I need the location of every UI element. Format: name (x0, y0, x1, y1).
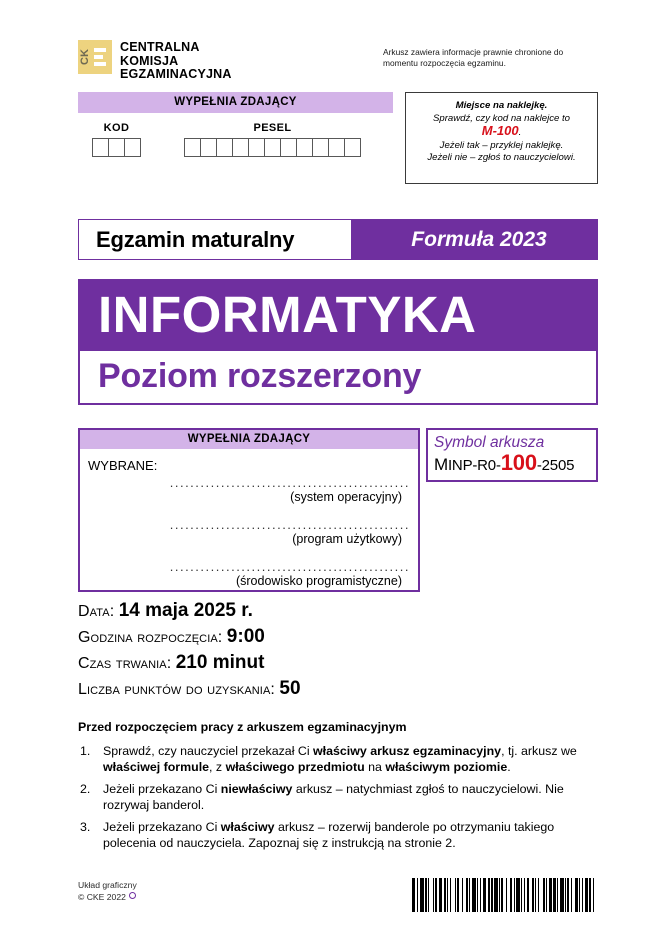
os-dotted-line[interactable]: ............................................... (169, 477, 410, 489)
input-cell[interactable] (92, 138, 109, 157)
page-footer (78, 880, 598, 920)
exam-duration-row (78, 650, 598, 676)
candidate-id-section (78, 92, 598, 184)
sticker-line-2: Sprawdź, czy kod na naklejce to (432, 112, 571, 124)
instruction-number: 1. (80, 743, 91, 758)
exam-title-bar (78, 219, 598, 260)
exam-start-row (78, 624, 598, 650)
exam-duration-value: 210 minut (175, 652, 265, 673)
ide-caption: (środowisko programistyczne) (235, 574, 402, 588)
exam-points-label: Liczba punktów do uzyskania: (78, 681, 275, 698)
sticker-line-1: Miejsce na naklejkę. (455, 100, 548, 111)
instruction-text: Sprawdź, czy nauczyciel przekazał Ci właściwy arkusz egzaminacyjny, tj. arkusz we właściwej formule, z właściwego przedmiotu na właściwym poziomie. (103, 743, 577, 774)
input-cell[interactable] (108, 138, 125, 157)
instructions-section (78, 719, 598, 857)
chosen-software-section (78, 428, 598, 592)
exam-start-value: 9:00 (226, 626, 265, 647)
symbol-caption: Symbol arkusza (434, 434, 545, 451)
exam-points-row (78, 676, 598, 702)
symbol-box (426, 428, 598, 482)
page-header (78, 38, 598, 84)
instruction-number: 3. (80, 819, 91, 834)
subject-block (78, 279, 598, 405)
chosen-box (78, 428, 420, 592)
sticker-code: M-100 (481, 123, 519, 139)
instruction-text: Jeżeli przekazano Ci właściwy arkusz – rozerwij banderole po otrzymaniu takiego polecenia od nauczyciela. Zapoznaj się z instrukcją na stronie 2. (103, 819, 555, 850)
instructions-heading: Przed rozpoczęciem pracy z arkuszem egzaminacyjnym (78, 720, 407, 734)
input-cell[interactable] (328, 138, 345, 157)
symbol-code-number: 100 (500, 450, 537, 475)
input-cell[interactable] (200, 138, 217, 157)
sticker-area (405, 92, 598, 184)
input-cell[interactable] (216, 138, 233, 157)
pesel-field-group (184, 122, 361, 157)
barcode (412, 878, 598, 912)
pesel-input[interactable] (184, 138, 361, 157)
credit-line-2: © CKE 2022 (78, 891, 126, 902)
barcode-bar (594, 878, 597, 912)
exam-type-label: Egzamin maturalny (78, 219, 352, 260)
exam-date-row (78, 598, 598, 624)
circle-icon (129, 892, 136, 899)
input-cell[interactable] (280, 138, 297, 157)
logo-line-3: EGZAMINACYJNA (120, 67, 232, 81)
input-cell[interactable] (232, 138, 249, 157)
pesel-label: PESEL (253, 122, 292, 134)
sticker-line-5: Jeżeli nie – zgłoś to nauczycielowi. (427, 152, 576, 164)
ide-dotted-line[interactable]: ............................................... (169, 561, 410, 573)
subject-level: Poziom rozszerzony (80, 351, 596, 403)
instructions-list (78, 743, 598, 852)
exam-duration-label: Czas trwania: (78, 655, 172, 672)
kod-pesel-block (78, 92, 393, 157)
instruction-number: 2. (80, 781, 91, 796)
instruction-text: Jeżeli przekazano Ci niewłaściwy arkusz – natychmiast zgłoś to nauczycielowi. Nie rozrywaj banderol. (103, 781, 564, 812)
input-cell[interactable] (312, 138, 329, 157)
input-cell[interactable] (264, 138, 281, 157)
symbol-code-suffix: -2505 (536, 457, 575, 474)
logo-line-2: KOMISJA (120, 53, 179, 68)
instruction-item (78, 781, 598, 814)
legal-notice: Arkusz zawiera informacje prawnie chronione do momentu rozpoczęcia egzaminu. (383, 47, 564, 68)
credit-line-2-wrap (78, 892, 137, 904)
cke-logo (78, 40, 232, 82)
ide-field-row[interactable] (80, 561, 418, 589)
kod-field-group (92, 122, 141, 157)
instruction-item (78, 743, 598, 776)
input-cell[interactable] (296, 138, 313, 157)
id-fields (78, 122, 393, 157)
exam-points-value: 50 (279, 678, 301, 699)
wypelnia-zdajacy-bar-top: WYPEŁNIA ZDAJĄCY (78, 92, 393, 113)
exam-details (78, 598, 598, 702)
subject-name: INFORMATYKA (80, 281, 596, 351)
sticker-code-row (406, 125, 597, 140)
sticker-code-suffix: . (518, 127, 522, 139)
cke-logo-ck-text: CK (79, 49, 91, 65)
input-cell[interactable] (344, 138, 361, 157)
instruction-item (78, 819, 598, 852)
graphic-credit (78, 880, 137, 903)
cke-logo-mark-icon (78, 40, 112, 74)
cke-logo-e-glyph (94, 43, 109, 71)
input-cell[interactable] (248, 138, 265, 157)
input-cell[interactable] (124, 138, 141, 157)
sticker-line-4: Jeżeli tak – przyklej naklejkę. (439, 139, 564, 151)
symbol-code (434, 452, 596, 476)
exam-date-label: Data: (78, 603, 115, 620)
symbol-code-prefix: INP-R0- (447, 457, 501, 474)
exam-date-value: 14 maja 2025 r. (118, 600, 253, 621)
formula-label: Formuła 2023 (411, 227, 547, 251)
kod-input[interactable] (92, 138, 141, 157)
app-field-row[interactable] (80, 519, 418, 547)
os-field-row[interactable] (80, 477, 418, 505)
credit-line-1: Układ graficzny (78, 880, 137, 890)
symbol-code-m: M (434, 455, 448, 474)
input-cell[interactable] (184, 138, 201, 157)
exam-start-label: Godzina rozpoczęcia: (78, 629, 223, 646)
app-caption: (program użytkowy) (292, 532, 402, 546)
kod-label: KOD (103, 122, 130, 134)
app-dotted-line[interactable]: ............................................... (169, 519, 410, 531)
logo-line-1: CENTRALNA (120, 40, 200, 54)
wypelnia-zdajacy-bar-bottom: WYPEŁNIA ZDAJĄCY (80, 430, 418, 449)
cke-logo-text (120, 40, 232, 82)
os-caption: (system operacyjny) (290, 490, 402, 504)
wybrane-label: WYBRANE: (88, 458, 158, 473)
